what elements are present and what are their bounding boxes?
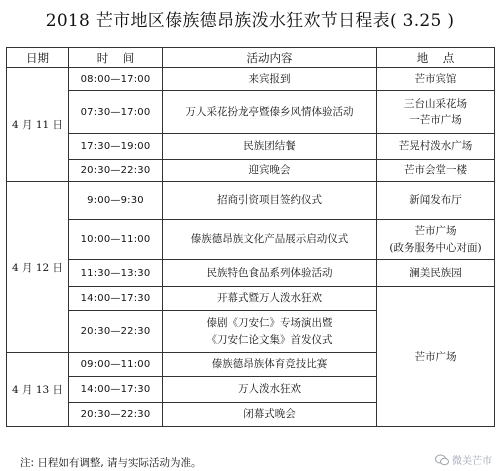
- wechat-icon: [435, 454, 449, 466]
- header-location: 地 点: [377, 48, 495, 68]
- activity-cell: [163, 311, 377, 353]
- time-cell: 20:30—22:30: [69, 160, 163, 182]
- date-cell: 4 月 13 日: [7, 353, 69, 427]
- location-cell: [377, 91, 495, 134]
- schedule-table: [6, 47, 495, 427]
- time-cell: 07:30—17:00: [69, 91, 163, 134]
- location-cell: 新闻发布厅: [377, 182, 495, 220]
- table-row: [7, 134, 495, 160]
- activity-cell: 开幕式暨万人泼水狂欢: [163, 287, 377, 311]
- time-cell: 20:30—22:30: [69, 311, 163, 353]
- location-line: (政务服务中心对面): [389, 241, 482, 254]
- watermark-text: 微美芒市: [452, 456, 492, 467]
- footnote: 注: 日程如有调整, 请与实际活动为准。: [20, 457, 202, 469]
- activity-line: 《刀安仁论文集》首发仪式: [206, 333, 333, 346]
- activity-line: 傣剧《刀安仁》专场演出暨: [206, 317, 333, 330]
- location-cell: 澜美民族园: [377, 260, 495, 287]
- activity-cell: 招商引资项目签约仪式: [163, 182, 377, 220]
- activity-cell: 民族团结餐: [163, 134, 377, 160]
- activity-cell: 来宾报到: [163, 68, 377, 91]
- time-cell: 14:00—17:30: [69, 377, 163, 403]
- table-row: [7, 220, 495, 260]
- time-cell: 10:00—11:00: [69, 220, 163, 260]
- activity-cell: 万人采花扮龙亭暨傣乡风情体验活动: [163, 91, 377, 134]
- location-cell: 芒市会堂一楼: [377, 160, 495, 182]
- merged-location-cell: 芒市广场: [377, 287, 495, 427]
- activity-cell: 万人泼水狂欢: [163, 377, 377, 403]
- table-row: [7, 182, 495, 220]
- table-header-row: [7, 48, 495, 68]
- time-cell: 14:00—17:30: [69, 287, 163, 311]
- date-cell: 4 月 11 日: [7, 68, 69, 182]
- location-line: 三台山采花场: [404, 97, 467, 110]
- time-cell: 20:30—22:30: [69, 403, 163, 427]
- header-time: 时 间: [69, 48, 163, 68]
- table-row: [7, 260, 495, 287]
- date-cell: 4 月 12 日: [7, 182, 69, 353]
- page-title: 2018 芒市地区傣族德昂族泼水狂欢节日程表( 3.25 ): [45, 11, 455, 31]
- location-cell: 芒市宾馆: [377, 68, 495, 91]
- watermark: [435, 452, 492, 467]
- time-cell: 08:00—17:00: [69, 68, 163, 91]
- location-line: 芒市广场: [414, 225, 457, 238]
- time-cell: 17:30—19:00: [69, 134, 163, 160]
- activity-cell: 傣族德昂族文化产品展示启动仪式: [163, 220, 377, 260]
- table-row: [7, 91, 495, 134]
- table-row: [7, 287, 495, 311]
- table-row: [7, 68, 495, 91]
- table-row: [7, 160, 495, 182]
- location-cell: 芒晃村泼水广场: [377, 134, 495, 160]
- activity-cell: 民族特色食品系列体验活动: [163, 260, 377, 287]
- location-cell: [377, 220, 495, 260]
- header-activity: 活动内容: [163, 48, 377, 68]
- activity-cell: 闭幕式晚会: [163, 403, 377, 427]
- header-date: 日期: [7, 48, 69, 68]
- activity-cell: 傣族德昂族体育竞技比赛: [163, 353, 377, 377]
- time-cell: 09:00—11:00: [69, 353, 163, 377]
- time-cell: 11:30—13:30: [69, 260, 163, 287]
- activity-cell: 迎宾晚会: [163, 160, 377, 182]
- location-line: 一芒市广场: [409, 114, 462, 126]
- time-cell: 9:00—9:30: [69, 182, 163, 220]
